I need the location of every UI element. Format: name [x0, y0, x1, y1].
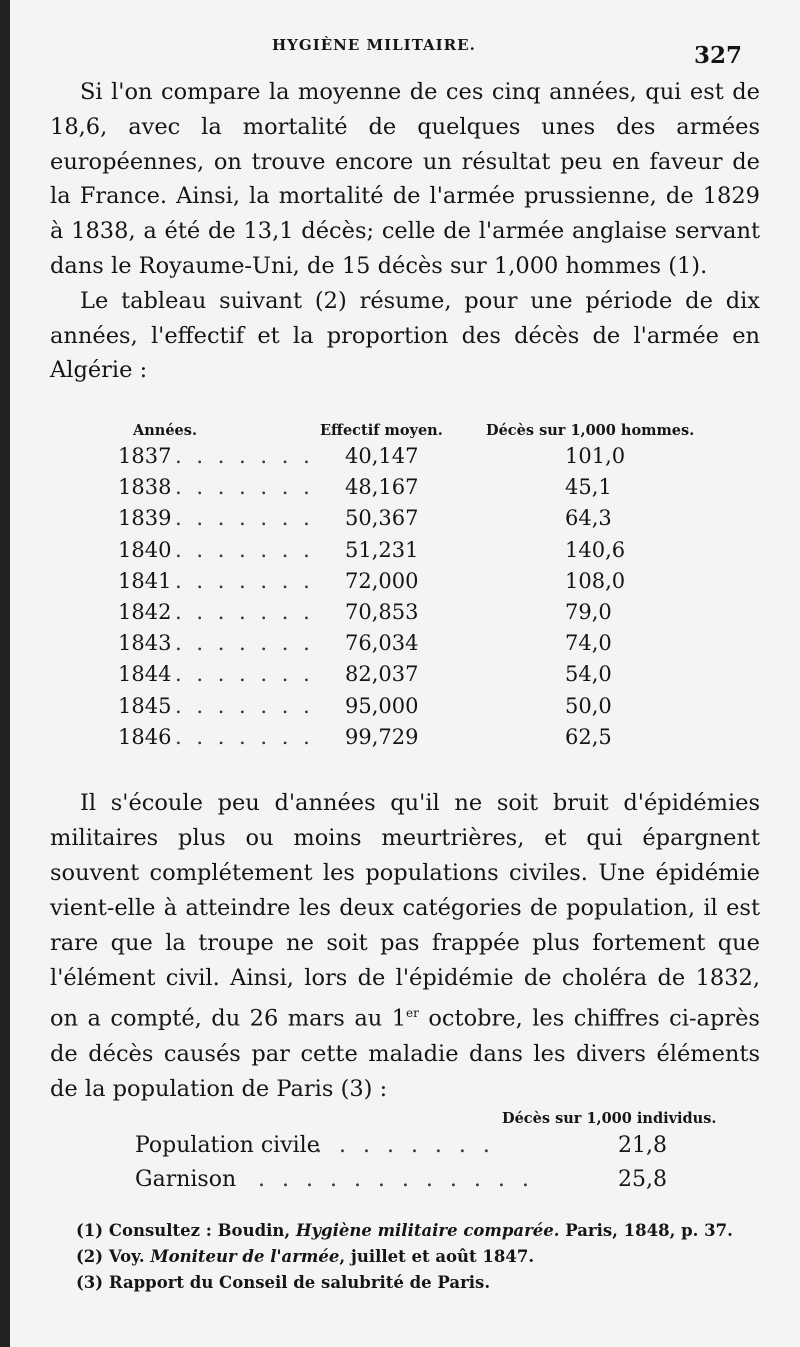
leader-dots: . . . . . . . — [175, 568, 314, 593]
leader-dots: . . . . . . . — [175, 599, 314, 624]
body-text — [50, 75, 760, 388]
deces-cell: 50,0 — [565, 693, 612, 718]
col-header-effectif: Effectif moyen. — [320, 422, 443, 439]
effectif-cell: 40,147 — [345, 444, 419, 468]
footnote-text: Rapport du Conseil de salubrité de Paris. — [108, 1273, 491, 1292]
page-header — [10, 30, 800, 70]
year-cell: 1841 — [118, 568, 172, 593]
effectif-cell: 99,729 — [345, 724, 419, 749]
deces-cell: 74,0 — [565, 631, 612, 656]
footnote-text: Voy. — [108, 1247, 151, 1266]
year-cell: 1839 — [118, 506, 172, 531]
footnotes — [76, 1218, 733, 1296]
leader-dots: . . . . . . . — [175, 537, 314, 562]
col-header-deces: Décès sur 1,000 hommes. — [486, 422, 695, 439]
year-cell: 1838 — [118, 475, 172, 500]
deces-cell: 62,5 — [565, 724, 612, 749]
effectif-cell: 50,367 — [345, 506, 419, 531]
footnote-text-end: Paris, 1848, p. 37. — [559, 1221, 733, 1240]
table-row — [10, 629, 800, 660]
leader-dots: . . . . . . . . . . . . — [258, 1167, 534, 1192]
table-row — [10, 473, 800, 504]
paragraph-comparison: Si l'on compare la moyenne de ces cinq années, qui est de 18,6, avec la mortalité de quelques unes des armées européennes, on trouve encore un résultat peu en faveur de la France. Ainsi, la mortalité de l'armée prussienne, de 1829 à 1838, a été de 13,1 décès; celle de l'armée anglaise servant dans le Royaume-Uni, de 15 décès sur 1,000 hommes (1). — [50, 79, 760, 279]
table-row — [10, 598, 800, 629]
table-row — [10, 504, 800, 535]
paris-row-value: 25,8 — [618, 1167, 667, 1192]
footnote-2 — [76, 1244, 733, 1270]
algeria-table-header — [10, 418, 800, 442]
paris-row-label: Garnison — [135, 1167, 237, 1192]
paragraph-epidemics — [50, 786, 760, 1107]
deces-cell: 79,0 — [565, 599, 612, 624]
effectif-cell: 70,853 — [345, 599, 419, 624]
paris-table-header: Décès sur 1,000 individus. — [502, 1110, 717, 1127]
deces-cell: 54,0 — [565, 662, 612, 687]
book-page — [10, 0, 800, 1347]
paragraph-epidemics-text: Il s'écoule peu d'années qu'il ne soit bruit d'épidémies militaires plus ou moins meurtrières, et qui épargnent souvent complétement les populations civiles. Une épidémie vient-elle à atteindre les deux catégories de population, il est rare que la troupe ne soit pas frappée plus fortement que l'élément civil. Ainsi, lors de l'épidémie de choléra de 1832, on a compté, du 26 mars au 1 — [50, 790, 760, 1032]
leader-dots: . . . . . . . — [175, 693, 314, 718]
leader-dots: . . . . . . . — [175, 724, 314, 749]
table-row — [10, 723, 800, 754]
effectif-cell: 76,034 — [345, 631, 419, 656]
effectif-cell: 72,000 — [345, 568, 419, 593]
leader-dots: . . . . . . . — [175, 631, 314, 656]
footnote-3 — [76, 1270, 733, 1296]
leader-dots: . . . . . . . — [175, 662, 314, 687]
table-row — [10, 660, 800, 691]
deces-cell: 140,6 — [565, 537, 626, 562]
year-cell: 1846 — [118, 724, 172, 749]
table-row — [10, 567, 800, 598]
leader-dots: . . . . . . . — [175, 506, 314, 531]
paris-row-garrison — [10, 1167, 800, 1201]
paris-row-value: 21,8 — [618, 1133, 667, 1158]
footnote-title: Moniteur de l'armée — [150, 1247, 340, 1266]
paragraph-table-intro: Le tableau suivant (2) résume, pour une période de dix années, l'effectif et la proportion des décès de l'armée en Algérie : — [50, 287, 760, 384]
year-cell: 1840 — [118, 537, 172, 562]
leader-dots: . . . . . . . — [175, 444, 314, 468]
leader-dots: . . . . . . . — [175, 475, 314, 500]
footnote-mark: (1) — [76, 1221, 104, 1240]
footnote-title: Hygiène militaire comparée. — [295, 1221, 560, 1240]
deces-cell: 108,0 — [565, 568, 626, 593]
year-cell: 1843 — [118, 631, 172, 656]
paragraph-epidemics-text-end: octobre, les chiffres ci-après de décès causés par cette maladie dans les divers éléments de la population de Paris (3) : — [50, 1005, 760, 1102]
deces-cell: 45,1 — [565, 475, 612, 500]
paris-row-civil — [10, 1133, 800, 1167]
paris-row-label: Population civile — [135, 1133, 320, 1158]
col-header-annees: Années. — [133, 422, 197, 439]
algeria-table — [10, 442, 800, 754]
year-cell: 1842 — [118, 599, 172, 624]
table-row — [10, 692, 800, 723]
footnote-text: Consultez : Boudin, — [108, 1221, 296, 1240]
table-row — [10, 536, 800, 567]
effectif-cell: 82,037 — [345, 662, 419, 687]
deces-cell: 101,0 — [565, 444, 626, 468]
table-row — [10, 442, 800, 473]
footnote-mark: (3) — [76, 1273, 104, 1292]
page-number: 327 — [693, 42, 742, 69]
year-cell: 1837 — [118, 444, 172, 468]
running-title: HYGIÈNE MILITAIRE. — [272, 36, 476, 54]
year-cell: 1844 — [118, 662, 172, 687]
footnote-1 — [76, 1218, 733, 1244]
effectif-cell: 48,167 — [345, 475, 419, 500]
page-edge — [0, 0, 10, 1347]
footnote-text-end: , juillet et août 1847. — [339, 1247, 535, 1266]
year-cell: 1845 — [118, 693, 172, 718]
superscript-er: er — [406, 1006, 419, 1020]
leader-dots: . . . . . . . . — [315, 1133, 495, 1158]
deces-cell: 64,3 — [565, 506, 612, 531]
footnote-mark: (2) — [76, 1247, 104, 1266]
effectif-cell: 95,000 — [345, 693, 419, 718]
effectif-cell: 51,231 — [345, 537, 419, 562]
